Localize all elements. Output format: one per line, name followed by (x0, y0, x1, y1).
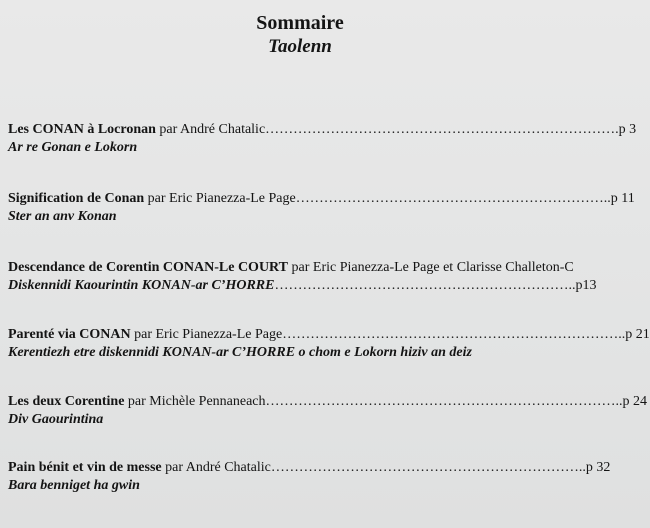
page-number: p 32 (585, 460, 611, 475)
leader-dots: ………………………………………………………….. (270, 460, 586, 475)
toc-entry (8, 190, 635, 226)
entry-author: par Eric Pianezza-Le Page et Clarisse Challeton-C (288, 260, 574, 275)
toc-entry-line (8, 121, 637, 139)
leader-dots: ………………………………………………………………….. (265, 394, 623, 409)
entry-breton-title: Diskennidi Kaourintin KONAN-ar C’HORRE (8, 278, 275, 293)
toc-entry-line (8, 326, 650, 344)
entry-heading: Les deux Corentine (8, 394, 125, 409)
toc-entry-line (8, 459, 611, 477)
entry-heading: Descendance de Corentin CONAN-Le COURT (8, 260, 289, 275)
leader-dots: ……………………………………………………………….. (282, 327, 626, 342)
entry-heading: Signification de Conan (8, 191, 145, 206)
entry-breton-title: Ar re Gonan e Lokorn (8, 140, 138, 155)
toc-entry (8, 121, 637, 157)
leader-dots: ………………………………………………………….. (295, 191, 611, 206)
toc-entry (8, 259, 600, 295)
leader-dots: ……………………………………………………….. (274, 278, 576, 293)
entry-author: par Eric Pianezza-Le Page (130, 327, 283, 342)
leader-dots: …………………………………………………………………. (265, 122, 619, 137)
entry-breton-title: Kerentiezh etre diskennidi KONAN-ar C’HORRE o chom e Lokorn hiziv an deiz (8, 345, 472, 360)
page-number: p 21 (625, 327, 650, 342)
toc-entry-line (8, 190, 635, 208)
entry-breton-title: Div Gaourintina (8, 412, 104, 427)
page-subtitle: Taolenn (268, 36, 332, 57)
page-number: p 24 (622, 394, 648, 409)
page-title: Sommaire (256, 12, 344, 34)
page-number: p13 (575, 278, 597, 293)
entry-author: par André Chatalic (155, 122, 266, 137)
entry-heading: Les CONAN à Locronan (8, 122, 156, 137)
page-number: p 11 (610, 191, 635, 206)
entry-author: par André Chatalic (161, 460, 271, 475)
entry-breton-title: Bara benniget ha gwin (8, 478, 140, 493)
entry-author: par Michèle Pennaneach (124, 394, 266, 409)
toc-entry-line (8, 393, 648, 411)
entry-author: par Eric Pianezza-Le Page (144, 191, 296, 206)
entry-heading: Pain bénit et vin de messe (8, 460, 162, 475)
entry-breton-title-line (8, 277, 600, 295)
toc-entry (8, 326, 650, 362)
entry-breton-title: Ster an anv Konan (8, 209, 117, 224)
toc-entry (8, 459, 611, 495)
page-number: p 3 (618, 122, 637, 137)
toc-entry-line (8, 259, 600, 277)
toc-entry (8, 393, 648, 429)
entry-heading: Parenté via CONAN (8, 327, 131, 342)
